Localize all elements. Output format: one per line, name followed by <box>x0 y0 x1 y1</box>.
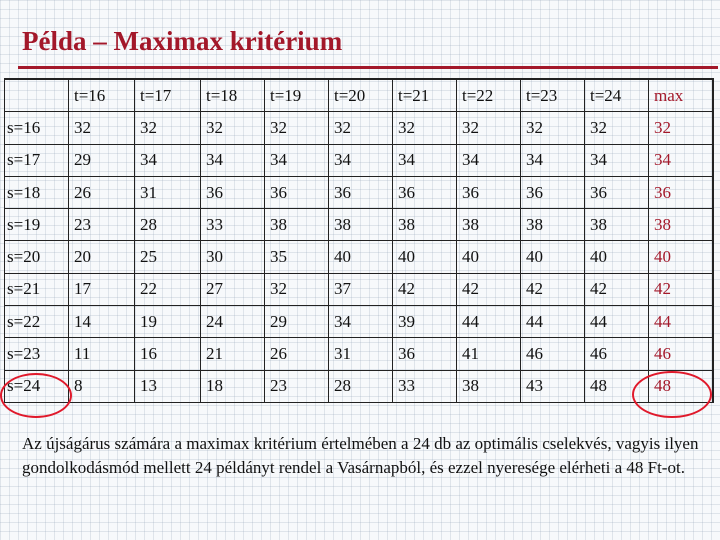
table-row <box>5 112 713 144</box>
row-max-cell: 40 <box>649 241 713 273</box>
payoff-cell: 34 <box>521 144 585 176</box>
row-header: s=22 <box>5 306 69 338</box>
table-row <box>5 144 713 176</box>
payoff-cell: 34 <box>329 306 393 338</box>
payoff-table <box>4 78 714 403</box>
payoff-cell: 32 <box>265 273 329 305</box>
payoff-cell: 32 <box>393 112 457 144</box>
payoff-cell: 34 <box>135 144 201 176</box>
payoff-cell: 35 <box>265 241 329 273</box>
payoff-cell: 38 <box>393 209 457 241</box>
payoff-cell: 38 <box>585 209 649 241</box>
column-header: t=22 <box>457 79 521 112</box>
header-row <box>5 79 713 112</box>
row-header: s=16 <box>5 112 69 144</box>
payoff-cell: 33 <box>201 209 265 241</box>
table-row <box>5 209 713 241</box>
corner-cell <box>5 79 69 112</box>
payoff-cell: 36 <box>393 176 457 208</box>
payoff-cell: 33 <box>393 370 457 402</box>
payoff-cell: 38 <box>457 370 521 402</box>
payoff-cell: 36 <box>521 176 585 208</box>
row-max-cell: 36 <box>649 176 713 208</box>
payoff-cell: 29 <box>265 306 329 338</box>
conclusion-text: Az újságárus számára a maximax kritérium értelmében a 24 db az optimális cselekvés, vagyis ilyen gondolkodásmód mellett 24 példányt rendel a Vasárnapból, és ezzel nyeresége elérheti a 48 Ft-ot. <box>22 434 699 477</box>
table-row <box>5 370 713 402</box>
payoff-cell: 34 <box>393 144 457 176</box>
payoff-cell: 23 <box>265 370 329 402</box>
column-header: t=24 <box>585 79 649 112</box>
table-row <box>5 176 713 208</box>
payoff-cell: 19 <box>135 306 201 338</box>
table-row <box>5 241 713 273</box>
payoff-cell: 24 <box>201 306 265 338</box>
payoff-cell: 44 <box>585 306 649 338</box>
payoff-cell: 42 <box>521 273 585 305</box>
payoff-cell: 13 <box>135 370 201 402</box>
payoff-cell: 27 <box>201 273 265 305</box>
payoff-cell: 46 <box>585 338 649 370</box>
payoff-cell: 40 <box>585 241 649 273</box>
payoff-cell: 34 <box>329 144 393 176</box>
payoff-cell: 34 <box>585 144 649 176</box>
row-header: s=20 <box>5 241 69 273</box>
payoff-cell: 38 <box>329 209 393 241</box>
payoff-cell: 14 <box>69 306 135 338</box>
payoff-cell: 48 <box>585 370 649 402</box>
column-header: t=20 <box>329 79 393 112</box>
row-max-cell: 46 <box>649 338 713 370</box>
payoff-cell: 11 <box>69 338 135 370</box>
row-max-cell: 38 <box>649 209 713 241</box>
row-header: s=19 <box>5 209 69 241</box>
payoff-cell: 17 <box>69 273 135 305</box>
payoff-cell: 32 <box>265 112 329 144</box>
payoff-cell: 21 <box>201 338 265 370</box>
payoff-cell: 43 <box>521 370 585 402</box>
payoff-cell: 44 <box>457 306 521 338</box>
payoff-cell: 42 <box>457 273 521 305</box>
payoff-cell: 38 <box>521 209 585 241</box>
row-max-cell: 34 <box>649 144 713 176</box>
payoff-cell: 22 <box>135 273 201 305</box>
payoff-cell: 31 <box>329 338 393 370</box>
payoff-cell: 32 <box>135 112 201 144</box>
payoff-cell: 42 <box>393 273 457 305</box>
payoff-cell: 46 <box>521 338 585 370</box>
payoff-cell: 44 <box>521 306 585 338</box>
payoff-cell: 29 <box>69 144 135 176</box>
payoff-cell: 32 <box>329 112 393 144</box>
column-header: t=19 <box>265 79 329 112</box>
payoff-cell: 38 <box>265 209 329 241</box>
payoff-cell: 37 <box>329 273 393 305</box>
table-row <box>5 306 713 338</box>
payoff-cell: 16 <box>135 338 201 370</box>
row-max-cell: 44 <box>649 306 713 338</box>
payoff-cell: 32 <box>69 112 135 144</box>
payoff-cell: 28 <box>135 209 201 241</box>
payoff-cell: 34 <box>201 144 265 176</box>
row-max-cell: 42 <box>649 273 713 305</box>
row-header: s=23 <box>5 338 69 370</box>
payoff-cell: 20 <box>69 241 135 273</box>
payoff-cell: 23 <box>69 209 135 241</box>
title-underline <box>18 66 718 69</box>
payoff-cell: 34 <box>265 144 329 176</box>
table-row <box>5 338 713 370</box>
row-max-cell: 48 <box>649 370 713 402</box>
column-header: t=21 <box>393 79 457 112</box>
payoff-cell: 30 <box>201 241 265 273</box>
row-header: s=18 <box>5 176 69 208</box>
row-header: s=24 <box>5 370 69 402</box>
payoff-cell: 26 <box>69 176 135 208</box>
row-header: s=21 <box>5 273 69 305</box>
slide-title: Példa – Maximax kritérium <box>22 26 343 56</box>
payoff-cell: 36 <box>265 176 329 208</box>
payoff-cell: 36 <box>329 176 393 208</box>
payoff-cell: 38 <box>457 209 521 241</box>
payoff-cell: 40 <box>393 241 457 273</box>
column-header: t=16 <box>69 79 135 112</box>
max-column-header: max <box>649 79 713 112</box>
payoff-cell: 40 <box>457 241 521 273</box>
payoff-cell: 41 <box>457 338 521 370</box>
payoff-cell: 40 <box>521 241 585 273</box>
payoff-cell: 34 <box>457 144 521 176</box>
payoff-cell: 26 <box>265 338 329 370</box>
payoff-cell: 39 <box>393 306 457 338</box>
row-max-cell: 32 <box>649 112 713 144</box>
payoff-cell: 40 <box>329 241 393 273</box>
payoff-cell: 36 <box>457 176 521 208</box>
payoff-cell: 25 <box>135 241 201 273</box>
payoff-cell: 8 <box>69 370 135 402</box>
column-header: t=18 <box>201 79 265 112</box>
payoff-cell: 18 <box>201 370 265 402</box>
payoff-cell: 42 <box>585 273 649 305</box>
payoff-cell: 36 <box>201 176 265 208</box>
payoff-cell: 36 <box>585 176 649 208</box>
column-header: t=23 <box>521 79 585 112</box>
payoff-cell: 28 <box>329 370 393 402</box>
column-header: t=17 <box>135 79 201 112</box>
payoff-cell: 36 <box>393 338 457 370</box>
payoff-cell: 32 <box>521 112 585 144</box>
payoff-cell: 31 <box>135 176 201 208</box>
table-row <box>5 273 713 305</box>
payoff-cell: 32 <box>201 112 265 144</box>
row-header: s=17 <box>5 144 69 176</box>
payoff-cell: 32 <box>457 112 521 144</box>
payoff-cell: 32 <box>585 112 649 144</box>
